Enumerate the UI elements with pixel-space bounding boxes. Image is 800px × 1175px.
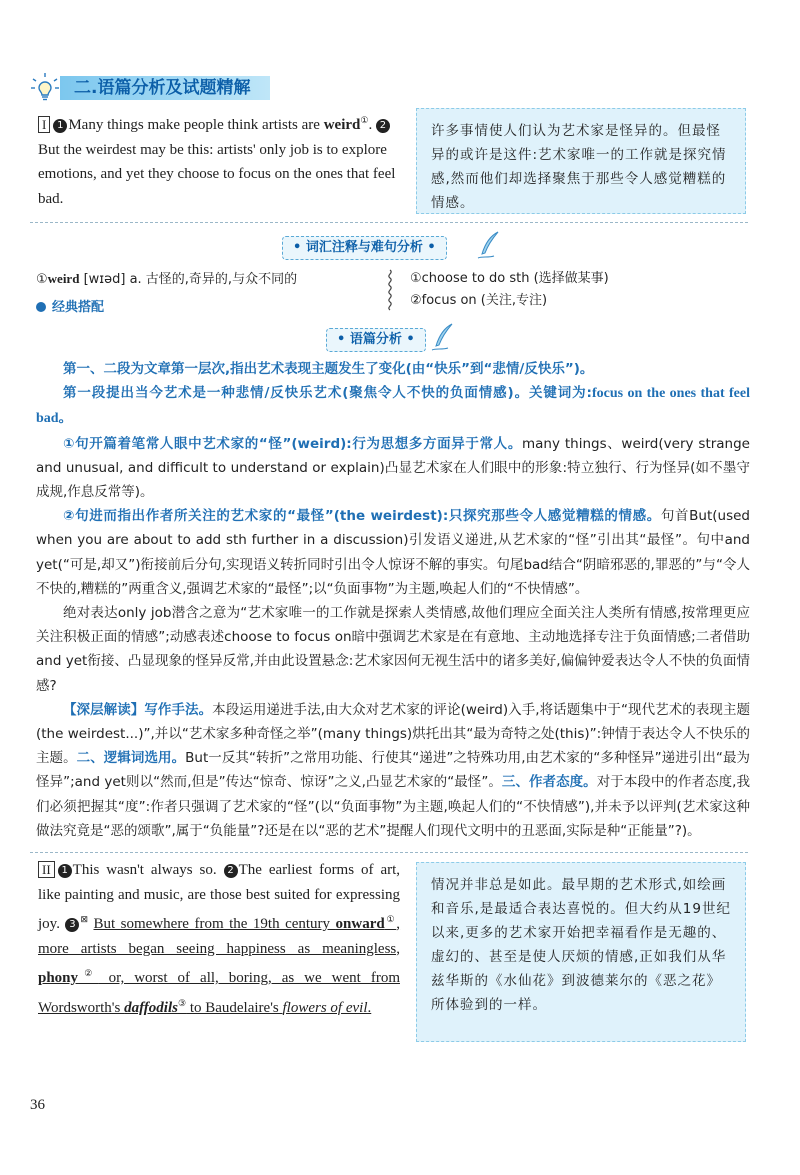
analysis-p6: [36, 698, 750, 843]
analysis-p4-text: 句首But(used when you are about to add sth further in a discussion)引发语义递进,从艺术家的“怪”引出其“最怪”。句中and yet(“可是,却又”)衔接前后分句,实现语义转折同时引出令人惊讶不解的事实。句尾bad结合“阴暗邪恶的,罪恶的”与“令人不快的,糟糕的”两重含义,强调艺术家的“最怪”;以“负面事物”为主题,唤起人们的“不快情感”。: [36, 508, 751, 597]
sentence-number: 2: [376, 119, 390, 133]
keyword-phony: phony: [38, 970, 79, 986]
analysis-p3-highlight: ①句开篇着笔常人眼中艺术家的“怪”(weird):行为思想多方面异于常人。: [63, 435, 522, 452]
collocation-label-text: 经典搭配: [52, 300, 105, 315]
sentence-end: .: [368, 117, 373, 133]
quill-pen-icon: [430, 322, 456, 352]
title-flowers-of-evil: flowers of evil: [282, 999, 368, 1016]
footnote-mark: ①: [360, 115, 369, 125]
analysis-p6-c: 对于本段中的作者态度,我们必须把握其“度”:作者只强调了艺术家的“怪”(以“负面事物”为主题,唤起人们的“不快情感”),并未予以评判(艺术家这种做法究竟是“恶的颂歌”,属于“负能量”?还是在以“恶的艺术”提醒人们现代文明中的丑恶面,实际是种“正能量”?)。: [36, 774, 750, 839]
sentence-2: The earliest forms of art, like painting and music, are those best suited for expressing joy.: [38, 862, 401, 932]
analysis-p3: [36, 432, 750, 505]
paragraph-2-english: [38, 858, 400, 1020]
technique-heading: 写作手法。: [144, 701, 213, 718]
sentence-1: Many things make people think artists are: [68, 117, 324, 133]
analysis-p4: [36, 504, 750, 601]
divider: [30, 852, 748, 853]
vocab-definition: [wɪəd] a. 古怪的,奇异的,与众不同的: [83, 272, 298, 287]
page-number: 36: [30, 1097, 45, 1113]
analysis-keyword: focus on the ones that feel bad: [36, 386, 750, 427]
collocation-choose: ①choose to do sth (选择做某事): [410, 271, 609, 286]
sentence-number: 1: [58, 864, 72, 878]
logic-heading: 二、逻辑词选用。: [76, 750, 186, 767]
paragraph-1-translation: 许多事情使人们认为艺术家是怪异的。但最怪异的或许是这件:艺术家唯一的工作就是探究情感,然而他们却选择聚焦于那些令人感觉糟糕的情感。: [416, 108, 746, 214]
keyword-weird: weird: [323, 117, 361, 133]
sentence-end: .: [367, 999, 372, 1016]
vocab-heading-text: 词汇注释与难句分析: [305, 240, 423, 255]
sentence-3-part: , more artists began seeing happiness as meaningless,: [38, 916, 401, 957]
analysis-p1: 第一、二段为文章第一层次,指出艺术表现主题发生了变化(由“快乐”到“悲情/反快乐”)。: [63, 361, 594, 377]
bullet-icon: [36, 302, 46, 312]
analysis-p3-text: many things、weird(very strange and unusual, and difficult to understand or explain)凸显艺术家在人们眼中的形象:特立独行、行为怪异(如不墨守成规,作息反常等)。: [36, 435, 750, 501]
difficult-sentence-mark: ⊠: [80, 914, 88, 924]
collocation-focus: ②focus on (关注,专注): [410, 293, 548, 308]
analysis-heading-text: 语篇分析: [349, 332, 402, 347]
attitude-heading: 三、作者态度。: [501, 774, 597, 791]
sentence-3-part: or, worst of all, boring, as we went from Wordsworth's: [38, 970, 400, 1016]
analysis-p2-text: 第一段提出当今艺术是一种悲情/反快乐艺术(聚焦令人不快的负面情感)。关键词为:: [63, 385, 592, 402]
paragraph-marker: I: [38, 116, 50, 133]
collocation-label: [36, 297, 104, 319]
paragraph-marker: II: [38, 861, 55, 878]
analysis-p2-end: 。: [58, 410, 73, 427]
footnote-mark: ②: [78, 968, 99, 978]
analysis-p2: [36, 381, 750, 431]
sentence-1: This wasn't always so.: [72, 862, 217, 878]
chain-divider-icon: [384, 268, 396, 314]
sentence-3: [38, 916, 400, 1016]
vocab-word: weird: [47, 271, 80, 286]
paragraph-1-english: [38, 108, 400, 211]
deep-reading-label: 【深层解读】: [63, 701, 145, 718]
paragraph-2-translation: 情况并非总是如此。最早期的艺术形式,如绘画和音乐,是最适合表达喜悦的。但大约从19世纪以来,更多的艺术家开始把幸福看作是无趣的、虚幻的、甚至是使人厌烦的情感,正如我们从华兹华斯的《水仙花》到波德莱尔的《恶之花》所体验到的一样。: [416, 862, 746, 1042]
sentence-3-part: to Baudelaire's: [186, 999, 283, 1016]
keyword-onward: onward: [335, 916, 385, 932]
analysis-p6-b: But一反其“转折”之常用功能、行使其“递进”之特殊功用,由艺术家的“多种怪异”递进引出“最为怪异”;and yet则以“然而,但是”传达“惊奇、惊讶”之义,凸显艺术家的“最怪”。: [36, 750, 751, 791]
analysis-heading: • 语篇分析 •: [326, 328, 426, 352]
vocab-number: ①: [36, 272, 48, 287]
sentence-number: 3: [65, 918, 79, 932]
analysis-body: [36, 357, 750, 843]
sentence-number: 2: [224, 864, 238, 878]
quill-pen-icon: [476, 230, 502, 260]
section-banner: [30, 72, 280, 102]
footnote-mark: ①: [384, 914, 397, 924]
footnote-mark: ③: [177, 997, 187, 1008]
lightbulb-icon: [30, 72, 60, 102]
analysis-p4-highlight: ②句进而指出作者所关注的艺术家的“最怪”(the weirdest):只探究那些令人感觉糟糕的情感。: [63, 508, 661, 525]
keyword-daffodils: daffodils: [124, 999, 178, 1016]
sentence-number: 1: [53, 119, 67, 133]
section-title: 二.语篇分析及试题精解: [74, 78, 251, 98]
vocab-item-weird: [36, 268, 376, 291]
sentence-3-part: But somewhere from the 19th century: [93, 916, 336, 932]
vocab-heading: • 词汇注释与难句分析 •: [282, 236, 447, 260]
analysis-p5: 绝对表达only job潜含之意为“艺术家唯一的工作就是探索人类情感,故他们理应全面关注人类所有情感,按常理更应关注积极正面的情感”;动感表述choose to focus on暗中强调艺术家是在有意地、主动地选择专注于负面情感;二者借助and yet衔接、凸显现象的怪异反常,并由此设置悬念:艺术家因何无视生活中的诸多美好,偏偏钟爱表达令人不快的负面情感?: [36, 605, 750, 694]
analysis-p6-a: 本段运用递进手法,由大众对艺术家的评论(weird)入手,将话题集中于“现代艺术的表现主题(the weirdest...)”,并以“艺术家多种奇怪之举”(many things)烘托出其“最为奇特之处(this)”:钟情于表达令人不快乐的主题。: [36, 701, 750, 767]
divider: [30, 222, 748, 223]
sentence-2: But the weirdest may be this: artists' only job is to explore emotions, and yet they choose to focus on the ones that feel bad.: [38, 141, 396, 207]
